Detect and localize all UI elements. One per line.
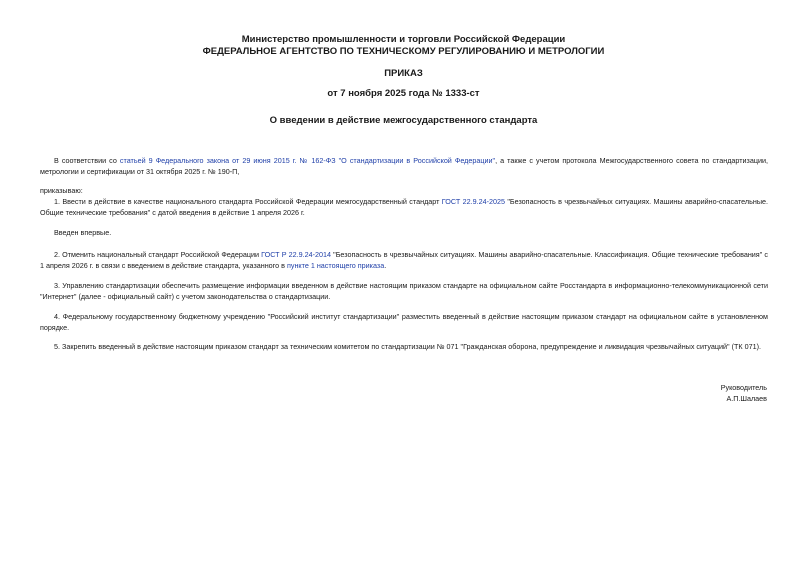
item-1-prefix: 1. Ввести в действие в качестве национального стандарта Российской Федерации межгосударственный стандарт xyxy=(54,197,442,206)
ministry-heading: Министерство промышленности и торговли Российской Федерации xyxy=(241,34,566,45)
doc-title: О введении в действие межгосударственного стандарта xyxy=(269,115,538,126)
doc-type: ПРИКАЗ xyxy=(384,68,423,79)
item-4-paragraph: 4. Федеральному государственному бюджетному учреждению "Российский институт стандартизации" разместить введенный в действие настоящим приказом стандарт на официальном сайте в установленном порядке. xyxy=(40,312,768,332)
item-2-paragraph xyxy=(40,250,768,271)
item-1-suffix: "Безопасность в чрезвычайных ситуациях. Машины аварийно-спасательные. Общие технические требования" с датой введения в действие 1 апреля 2026 г. xyxy=(40,197,768,217)
item-1-reference-link[interactable]: пункте 1 настоящего приказа xyxy=(286,260,385,270)
item-2-middle: "Безопасность в чрезвычайных ситуациях. Машины аварийно-спасательные. Классификация. Общие технические требования" с 1 апреля 2026 г. в связи с введением в действие стандарта, указанного в xyxy=(40,250,768,270)
gost-r-2014-link[interactable]: ГОСТ Р 22.9.24-2014 xyxy=(261,250,331,259)
item-2-prefix: 2. Отменить национальный стандарт Российской Федерации xyxy=(54,250,262,259)
first-time-note: Введен впервые. xyxy=(54,228,112,237)
preamble-prefix: В соответствии со xyxy=(54,156,120,165)
doc-date: от 7 ноября 2025 года № 1333-ст xyxy=(327,88,480,99)
law-link[interactable]: статьей 9 Федерального закона от 29 июня 2015 г. № 162-ФЗ "О стандартизации в Российской Федерации" xyxy=(119,156,496,165)
preamble-paragraph xyxy=(40,156,768,177)
signature-role: Руководитель xyxy=(720,383,767,392)
gost-2025-link[interactable]: ГОСТ 22.9.24-2025 xyxy=(441,197,505,206)
item-1-paragraph xyxy=(40,197,768,218)
signature-name: А.П.Шалаев xyxy=(726,394,767,403)
agency-heading: ФЕДЕРАЛЬНОЕ АГЕНТСТВО ПО ТЕХНИЧЕСКОМУ РЕГУЛИРОВАНИЮ И МЕТРОЛОГИИ xyxy=(202,46,605,57)
item-2-end: . xyxy=(384,260,387,270)
item-3-paragraph: 3. Управлению стандартизации обеспечить размещение информации введенном в действие настоящим приказом стандарте на официальном сайте Росстандарта в информационно-телекоммуникационной сети "Интернет" (далее - официальный сайт) с учетом законодательства о стандартизации. xyxy=(40,281,768,301)
item-5-paragraph: 5. Закрепить введенный в действие настоящим приказом стандарт за техническим комитетом по стандартизации № 071 "Гражданская оборона, предупреждение и ликвидация чрезвычайных ситуаций" (ТК 071). xyxy=(54,342,761,351)
preamble-suffix: , а также с учетом протокола Межгосударственного совета по стандартизации, метрологии и сертификации от 31 октября 2025 г. № 190-П, xyxy=(40,156,768,176)
orders-label: приказываю: xyxy=(40,186,83,195)
